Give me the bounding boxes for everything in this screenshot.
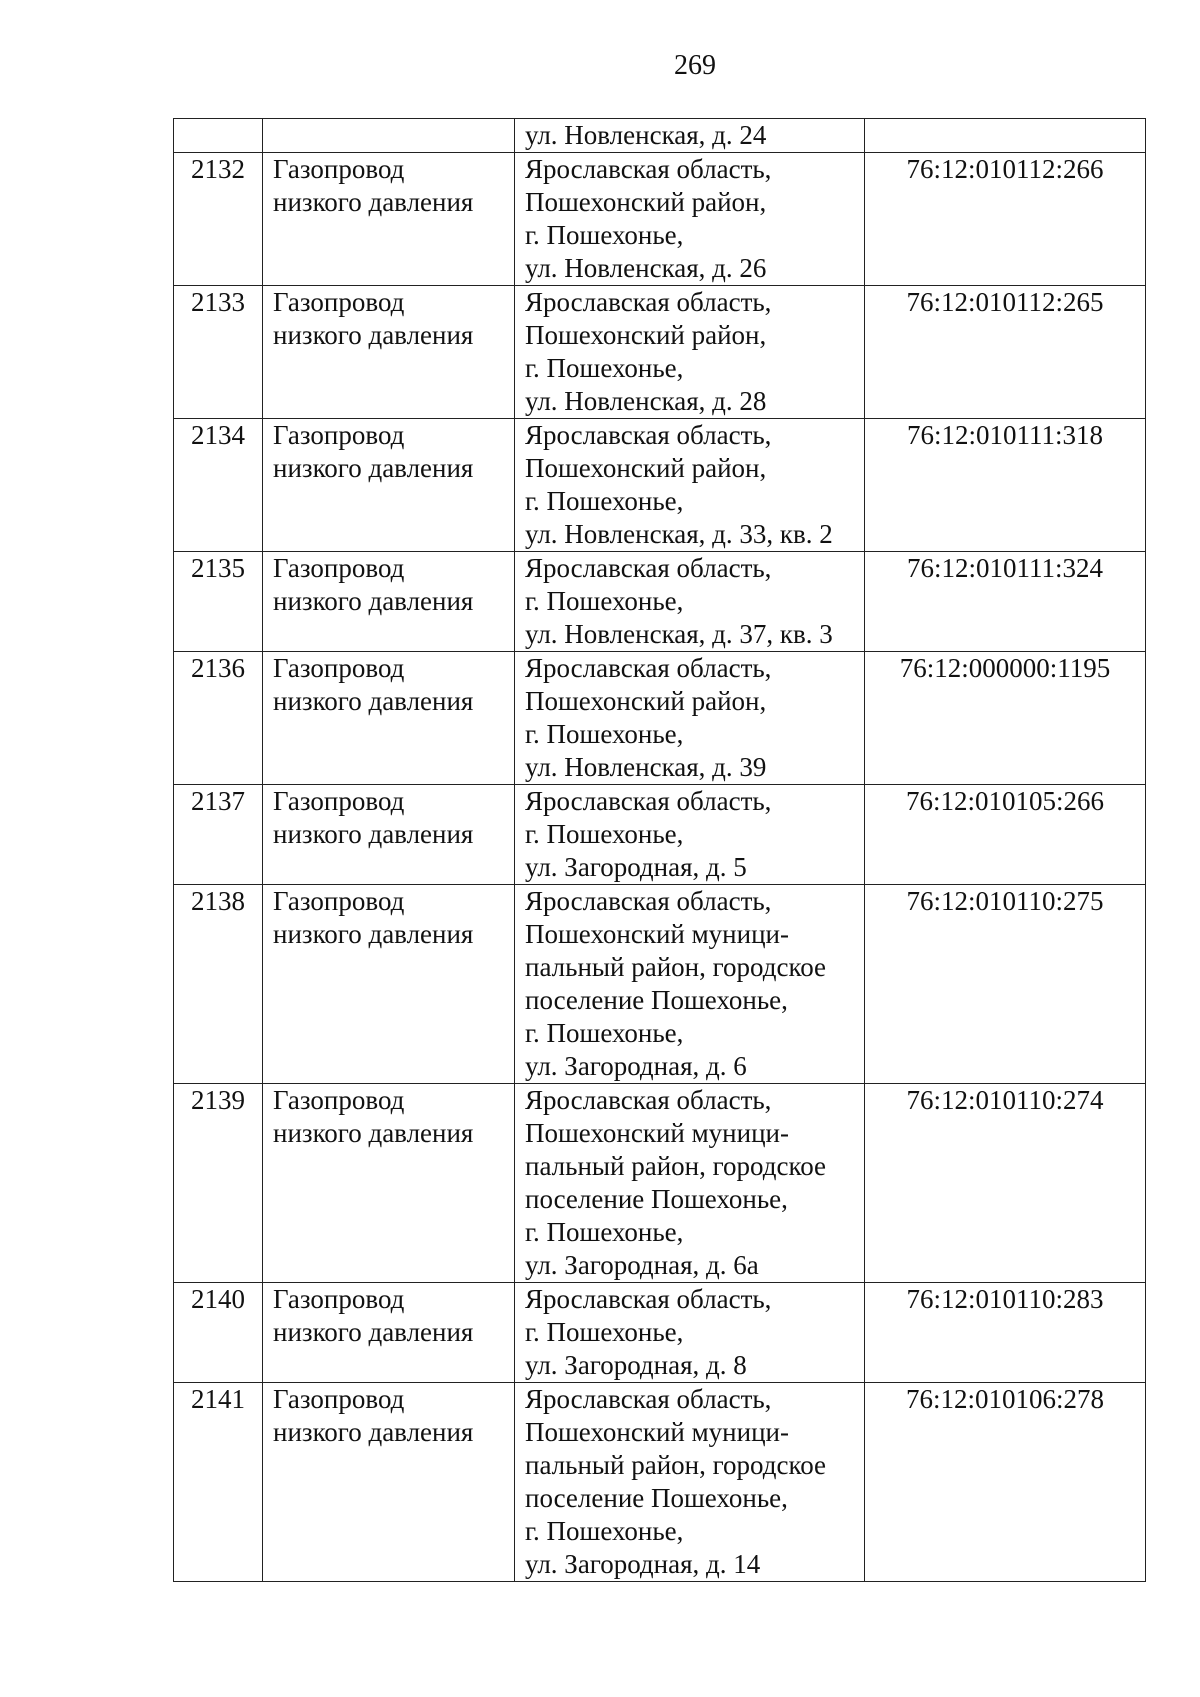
object-address-line: Ярославская область, (525, 886, 772, 916)
object-address-line: поселение Пошехонье, (525, 1483, 788, 1513)
table-row (174, 552, 1146, 652)
object-name-line: низкого давления (273, 187, 474, 217)
object-address-line: ул. Новленская, д. 39 (525, 752, 767, 782)
object-address (515, 286, 865, 419)
object-address-line: пальный район, городское (525, 1151, 827, 1181)
cadastral-number: 76:12:010110:275 (865, 885, 1146, 1084)
object-address (515, 153, 865, 286)
object-name-line: низкого давления (273, 320, 474, 350)
object-address-line: Пошехонский муници- (525, 919, 789, 949)
object-address-line: поселение Пошехонье, (525, 1184, 788, 1214)
object-address (515, 552, 865, 652)
cadastral-number: 76:12:010106:278 (865, 1383, 1146, 1582)
object-name-line: низкого давления (273, 586, 474, 616)
cadastral-number: 76:12:010110:283 (865, 1283, 1146, 1383)
object-address-line: г. Пошехонье, (525, 486, 684, 516)
object-name-line: Газопровод (273, 886, 405, 916)
object-address-line: Ярославская область, (525, 786, 772, 816)
object-address-line: Ярославская область, (525, 154, 772, 184)
object-name-line: низкого давления (273, 919, 474, 949)
object-address-line: г. Пошехонье, (525, 1018, 684, 1048)
object-address-line: ул. Загородная, д. 14 (525, 1549, 761, 1579)
object-address-line: Ярославская область, (525, 653, 772, 683)
object-name (263, 552, 515, 652)
object-address-line: ул. Загородная, д. 5 (525, 852, 747, 882)
cadastral-number: 76:12:010105:266 (865, 785, 1146, 885)
table-row (174, 119, 1146, 153)
cadastral-number: 76:12:010111:318 (865, 419, 1146, 552)
object-address-line: г. Пошехонье, (525, 220, 684, 250)
object-name-line: низкого давления (273, 1118, 474, 1148)
row-number: 2139 (174, 1084, 263, 1283)
row-number: 2135 (174, 552, 263, 652)
object-address-line: пальный район, городское (525, 952, 827, 982)
object-address-line: Пошехонский муници- (525, 1417, 789, 1447)
object-address (515, 885, 865, 1084)
object-address-line: г. Пошехонье, (525, 1217, 684, 1247)
object-address (515, 419, 865, 552)
object-address-line: Ярославская область, (525, 420, 772, 450)
object-address (515, 785, 865, 885)
object-address-line: ул. Новленская, д. 26 (525, 253, 767, 283)
object-name-line: Газопровод (273, 1384, 405, 1414)
row-number: 2136 (174, 652, 263, 785)
table-row (174, 785, 1146, 885)
object-name (263, 419, 515, 552)
object-name-line: низкого давления (273, 686, 474, 716)
object-address-line: Пошехонский район, (525, 187, 767, 217)
object-name (263, 153, 515, 286)
object-address-line: г. Пошехонье, (525, 719, 684, 749)
object-address-line: Пошехонский район, (525, 686, 767, 716)
cadastral-number: 76:12:010112:266 (865, 153, 1146, 286)
row-number: 2141 (174, 1383, 263, 1582)
table-row (174, 652, 1146, 785)
object-name (263, 652, 515, 785)
object-address-line: Ярославская область, (525, 1284, 772, 1314)
object-address-line: г. Пошехонье, (525, 353, 684, 383)
object-address-line: ул. Загородная, д. 6а (525, 1250, 759, 1280)
object-address-line: Ярославская область, (525, 553, 772, 583)
row-number: 2138 (174, 885, 263, 1084)
object-name-line: низкого давления (273, 819, 474, 849)
object-name-line: Газопровод (273, 1085, 405, 1115)
gas-pipeline-registry-table (173, 118, 1146, 1582)
table-row (174, 153, 1146, 286)
table-row (174, 419, 1146, 552)
table-row (174, 1383, 1146, 1582)
object-name-line: Газопровод (273, 287, 405, 317)
object-name-line: Газопровод (273, 653, 405, 683)
table-row (174, 885, 1146, 1084)
cadastral-number: 76:12:010112:265 (865, 286, 1146, 419)
object-name-line: низкого давления (273, 453, 474, 483)
object-name-line: низкого давления (273, 1417, 474, 1447)
cadastral-number: 76:12:000000:1195 (865, 652, 1146, 785)
object-name (263, 1084, 515, 1283)
cadastral-number: 76:12:010111:324 (865, 552, 1146, 652)
object-name-line: Газопровод (273, 1284, 405, 1314)
object-address-line: г. Пошехонье, (525, 819, 684, 849)
row-number (174, 119, 263, 153)
table-row (174, 1084, 1146, 1283)
object-name (263, 885, 515, 1084)
object-address-line: пальный район, городское (525, 1450, 827, 1480)
object-address (515, 119, 865, 153)
row-number: 2137 (174, 785, 263, 885)
row-number: 2133 (174, 286, 263, 419)
page-number: 269 (674, 50, 716, 81)
cadastral-number (865, 119, 1146, 153)
object-name-line: низкого давления (273, 1317, 474, 1347)
table-row (174, 286, 1146, 419)
object-address-line: Ярославская область, (525, 287, 772, 317)
object-name (263, 785, 515, 885)
object-address-line: г. Пошехонье, (525, 586, 684, 616)
object-address (515, 1383, 865, 1582)
object-address-line: поселение Пошехонье, (525, 985, 788, 1015)
object-address-line: Ярославская область, (525, 1085, 772, 1115)
row-number: 2132 (174, 153, 263, 286)
object-address-line: ул. Новленская, д. 28 (525, 386, 767, 416)
object-address-line: Пошехонский район, (525, 320, 767, 350)
object-address-line: ул. Загородная, д. 8 (525, 1350, 747, 1380)
object-address-line: г. Пошехонье, (525, 1516, 684, 1546)
object-name-line: Газопровод (273, 553, 405, 583)
object-address-line: Пошехонский муници- (525, 1118, 789, 1148)
object-name-line: Газопровод (273, 786, 405, 816)
object-name-line: Газопровод (273, 154, 405, 184)
object-address-line: Ярославская область, (525, 1384, 772, 1414)
object-name-line: Газопровод (273, 420, 405, 450)
row-number: 2140 (174, 1283, 263, 1383)
object-address-line: ул. Загородная, д. 6 (525, 1051, 747, 1081)
object-address-line: ул. Новленская, д. 33, кв. 2 (525, 519, 833, 549)
object-name (263, 1383, 515, 1582)
object-address (515, 652, 865, 785)
cadastral-number: 76:12:010110:274 (865, 1084, 1146, 1283)
object-address-line: Пошехонский район, (525, 453, 767, 483)
object-address-line: г. Пошехонье, (525, 1317, 684, 1347)
object-name (263, 286, 515, 419)
object-name (263, 1283, 515, 1383)
object-address-line: ул. Новленская, д. 37, кв. 3 (525, 619, 833, 649)
object-address (515, 1283, 865, 1383)
object-address (515, 1084, 865, 1283)
row-number: 2134 (174, 419, 263, 552)
object-name (263, 119, 515, 153)
table-body (174, 119, 1146, 1582)
table-row (174, 1283, 1146, 1383)
object-address-line: ул. Новленская, д. 24 (525, 120, 767, 150)
